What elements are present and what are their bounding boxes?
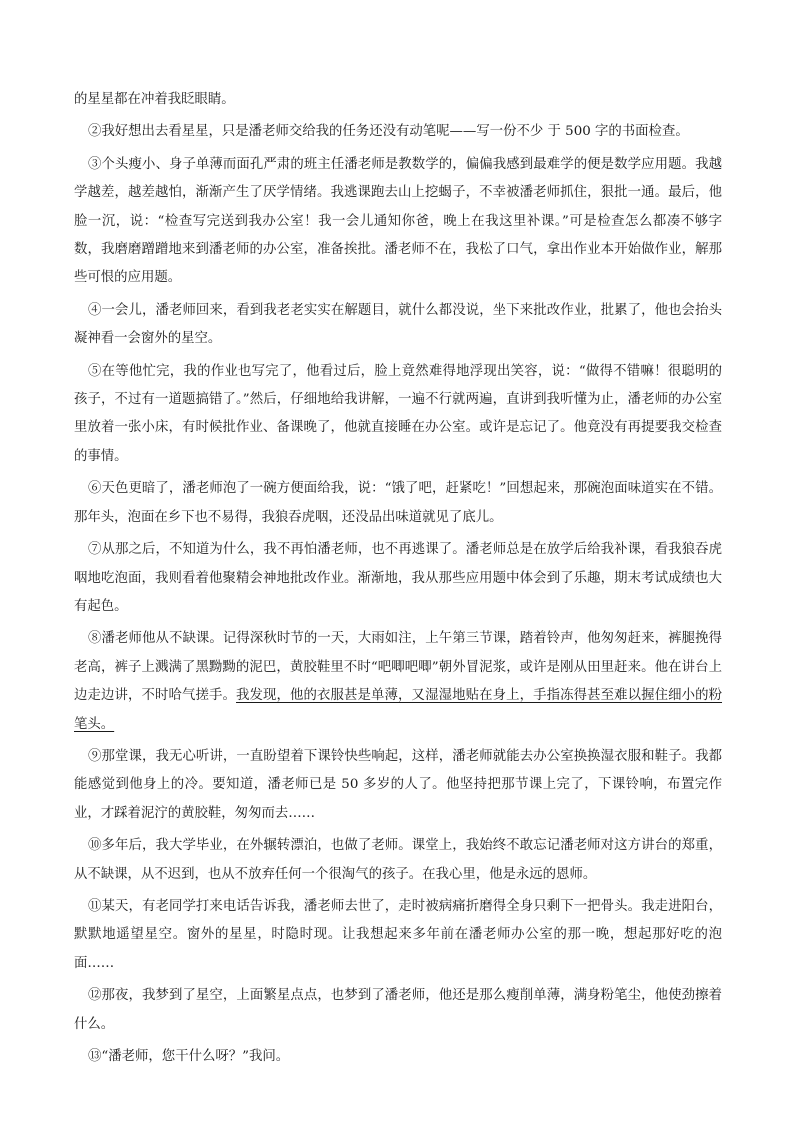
paragraph-1: 的星星都在冲着我眨眼睛。: [74, 92, 235, 107]
paragraph-10: ⑩多年后，我大学毕业，在外辗转漂泊，也做了老师。课堂上，我始终不敢忘记潘老师对这方讲台的郑重，从不缺课，从不迟到，也从不放弃任何一个很淘气的孩子。在我心里，他是永远的恩师。: [74, 838, 722, 882]
paragraph-9: ⑨那堂课，我无心听讲，一直盼望着下课铃快些响起，这样，潘老师就能去办公室换换湿衣服和鞋子。我都能感觉到他身上的冷。要知道，潘老师已是 50 多岁的人了。他坚持把那节课上完了，下课铃响，布置完作业，才踩着泥泞的黄胶鞋，匆匆而去……: [74, 748, 722, 821]
paragraph-4: ④一会儿，潘老师回来，看到我老老实实在解题目，就什么都没说，坐下来批改作业，批累了，他也会抬头凝神看一会窗外的星空。: [74, 302, 722, 347]
paragraph-13: ⑬“潘老师，您干什么呀？”我问。: [88, 1049, 290, 1064]
underlined-sentence: 我发现，他的衣服甚是单薄，又湿湿地贴在身上，手指冻得甚至难以握住细小的粉笔头。: [74, 688, 723, 732]
paragraph-8: [74, 625, 722, 739]
paragraph-3: ③个头瘦小、身子单薄而面孔严肃的班主任潘老师是教数学的，偏偏我感到最难学的便是数学应用题。我越学越差，越差越怕，渐渐产生了厌学情绪。我逃课跑去山上挖蝎子，不幸被潘老师抓住，狠批一通。最后，他脸一沉，说：“检查写完送到我办公室！我一会儿通知你爸，晚上在我这里补课。”可是检查怎么都凑不够字数，我磨磨蹭蹭地来到潘老师的办公室，准备挨批。潘老师不在，我松了口气，拿出作业本开始做作业，解那些可恨的应用题。: [74, 156, 722, 286]
paragraph-7: ⑦从那之后，不知道为什么，我不再怕潘老师，也不再逃课了。潘老师总是在放学后给我补课，看我狼吞虎咽地吃泡面，我则看着他聚精会神地批改作业。渐渐地，我从那些应用题中体会到了乐趣，期末考试成绩也大有起色。: [74, 542, 722, 614]
paragraph-6: ⑥天色更暗了，潘老师泡了一碗方便面给我，说：“饿了吧，赶紧吃！”回想起来，那碗泡面味道实在不错。那年头，泡面在乡下也不易得，我狼吞虎咽，还没品出味道就见了底儿。: [74, 481, 722, 525]
paragraph-11: ⑪某天，有老同学打来电话告诉我，潘老师去世了，走时被病痛折磨得全身只剩下一把骨头。我走进阳台，默默地遥望星空。窗外的星星，时隐时现。让我想起来多年前在潘老师办公室的那一晚，想起那好吃的泡面……: [74, 898, 722, 971]
paragraph-12: ⑫那夜，我梦到了星空，上面繁星点点，也梦到了潘老师，他还是那么瘦削单薄，满身粉笔尘，他使劲擦着什么。: [74, 988, 722, 1032]
paragraph-2: ②我好想出去看星星，只是潘老师交给我的任务还没有动笔呢——写一份不少 于 500 字的书面检查。: [88, 124, 689, 140]
paragraph-5: ⑤在等他忙完，我的作业也写完了，他看过后，脸上竟然难得地浮现出笑容，说：“做得不错嘛！很聪明的孩子，不过有一道题搞错了。”然后，仔细地给我讲解，一遍不行就两遍，直讲到我听懂为止，潘老师的办公室里放着一张小床，有时候批作业、备课晚了，他就直接睡在办公室。或许是忘记了。他竟没有再提要我交检查的事情。: [74, 363, 722, 464]
paragraph-8-text: ⑧潘老师他从不缺课。记得深秋时节的一天，大雨如注，上午第三节课，踏着铃声，他匆匆赶来，裤腿挽得老高，裤子上溅满了黑黝黝的泥巴，黄胶鞋里不时“吧唧吧唧”朝外冒泥浆，或许是刚从田里赶来。他在讲台上边走边讲，不时哈气搓手。: [74, 631, 722, 704]
